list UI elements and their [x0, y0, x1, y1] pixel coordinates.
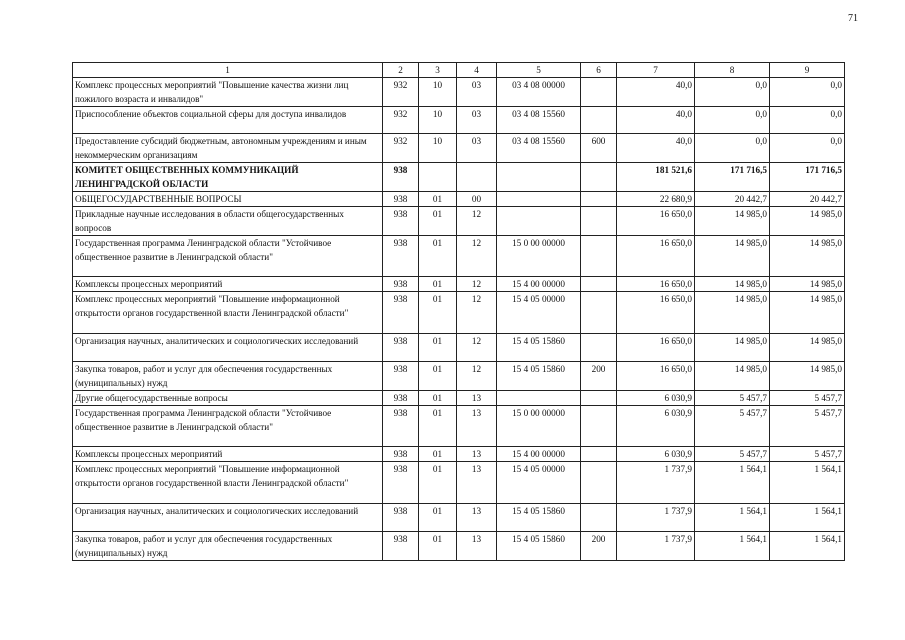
amount-year1-cell: 1 737,9 — [617, 462, 695, 504]
target-article-cell: 15 4 00 00000 — [497, 277, 581, 292]
grbs-code-cell: 938 — [383, 207, 419, 236]
amount-year3-cell: 1 564,1 — [770, 532, 845, 561]
description-cell: КОМИТЕТ ОБЩЕСТВЕННЫХ КОММУНИКАЦИЙ ЛЕНИНГРАДСКОЙ ОБЛАСТИ — [73, 163, 383, 192]
header-cell: 8 — [695, 63, 770, 78]
table-row — [73, 134, 845, 163]
description-cell: Организация научных, аналитических и социологических исследований — [73, 334, 383, 362]
description-cell: Прикладные научные исследования в области общегосударственных вопросов — [73, 207, 383, 236]
section-code-cell: 01 — [419, 362, 457, 391]
subsection-code-cell: 03 — [457, 107, 497, 134]
description-cell: Другие общегосударственные вопросы — [73, 391, 383, 406]
subsection-code-cell: 12 — [457, 362, 497, 391]
table-row — [73, 292, 845, 334]
header-cell: 1 — [73, 63, 383, 78]
amount-year3-cell: 14 985,0 — [770, 362, 845, 391]
amount-year2-cell: 1 564,1 — [695, 462, 770, 504]
amount-year3-cell: 5 457,7 — [770, 406, 845, 447]
subsection-code-cell: 12 — [457, 334, 497, 362]
subsection-code-cell: 03 — [457, 78, 497, 107]
expense-type-cell: 200 — [581, 532, 617, 561]
description-cell: Организация научных, аналитических и социологических исследований — [73, 504, 383, 532]
description-cell: Приспособление объектов социальной сферы для доступа инвалидов — [73, 107, 383, 134]
amount-year2-cell: 20 442,7 — [695, 192, 770, 207]
section-code-cell: 10 — [419, 78, 457, 107]
amount-year2-cell: 5 457,7 — [695, 406, 770, 447]
table-row — [73, 78, 845, 107]
amount-year3-cell: 5 457,7 — [770, 391, 845, 406]
expense-type-cell — [581, 236, 617, 277]
description-cell: Комплекс процессных мероприятий "Повышение информационной открытости органов государственной власти Ленинградской области" — [73, 462, 383, 504]
table-row — [73, 107, 845, 134]
grbs-code-cell: 938 — [383, 277, 419, 292]
column-number-header-row — [73, 63, 845, 78]
amount-year3-cell: 14 985,0 — [770, 334, 845, 362]
amount-year1-cell: 1 737,9 — [617, 504, 695, 532]
budget-table — [72, 62, 845, 561]
amount-year2-cell: 1 564,1 — [695, 532, 770, 561]
amount-year2-cell: 0,0 — [695, 78, 770, 107]
target-article-cell: 03 4 08 15560 — [497, 134, 581, 163]
amount-year1-cell: 16 650,0 — [617, 362, 695, 391]
amount-year3-cell: 0,0 — [770, 134, 845, 163]
amount-year2-cell: 14 985,0 — [695, 334, 770, 362]
amount-year1-cell: 40,0 — [617, 107, 695, 134]
description-cell: Комплексы процессных мероприятий — [73, 447, 383, 462]
grbs-code-cell: 938 — [383, 192, 419, 207]
grbs-code-cell: 938 — [383, 236, 419, 277]
grbs-code-cell: 938 — [383, 292, 419, 334]
expense-type-cell — [581, 447, 617, 462]
section-code-cell: 01 — [419, 462, 457, 504]
section-code-cell — [419, 163, 457, 192]
amount-year2-cell: 14 985,0 — [695, 207, 770, 236]
expense-type-cell — [581, 107, 617, 134]
subsection-code-cell: 13 — [457, 406, 497, 447]
expense-type-cell — [581, 391, 617, 406]
amount-year3-cell: 20 442,7 — [770, 192, 845, 207]
expense-type-cell — [581, 277, 617, 292]
amount-year1-cell: 6 030,9 — [617, 447, 695, 462]
table-row — [73, 391, 845, 406]
header-cell: 3 — [419, 63, 457, 78]
target-article-cell: 03 4 08 15560 — [497, 107, 581, 134]
table-row — [73, 207, 845, 236]
description-cell: ОБЩЕГОСУДАРСТВЕННЫЕ ВОПРОСЫ — [73, 192, 383, 207]
grbs-code-cell: 932 — [383, 134, 419, 163]
subsection-code-cell: 00 — [457, 192, 497, 207]
section-code-cell: 01 — [419, 447, 457, 462]
grbs-code-cell: 932 — [383, 78, 419, 107]
target-article-cell: 15 0 00 00000 — [497, 236, 581, 277]
amount-year3-cell: 171 716,5 — [770, 163, 845, 192]
amount-year1-cell: 1 737,9 — [617, 532, 695, 561]
expense-type-cell — [581, 462, 617, 504]
section-code-cell: 01 — [419, 391, 457, 406]
amount-year3-cell: 1 564,1 — [770, 504, 845, 532]
target-article-cell: 15 4 05 15860 — [497, 504, 581, 532]
amount-year3-cell: 0,0 — [770, 78, 845, 107]
amount-year3-cell: 0,0 — [770, 107, 845, 134]
table-row — [73, 462, 845, 504]
subsection-code-cell: 12 — [457, 236, 497, 277]
grbs-code-cell: 938 — [383, 163, 419, 192]
subsection-code-cell: 12 — [457, 292, 497, 334]
amount-year3-cell: 14 985,0 — [770, 207, 845, 236]
subsection-code-cell: 12 — [457, 207, 497, 236]
table-row — [73, 447, 845, 462]
subsection-code-cell: 13 — [457, 447, 497, 462]
table-row — [73, 192, 845, 207]
expense-type-cell — [581, 504, 617, 532]
section-code-cell: 01 — [419, 334, 457, 362]
table-row — [73, 236, 845, 277]
amount-year1-cell: 16 650,0 — [617, 277, 695, 292]
amount-year1-cell: 16 650,0 — [617, 207, 695, 236]
description-cell: Комплексы процессных мероприятий — [73, 277, 383, 292]
grbs-code-cell: 938 — [383, 504, 419, 532]
section-code-cell: 01 — [419, 236, 457, 277]
amount-year1-cell: 40,0 — [617, 78, 695, 107]
table-row — [73, 362, 845, 391]
target-article-cell: 15 4 05 15860 — [497, 334, 581, 362]
table-row — [73, 163, 845, 192]
description-cell: Комплекс процессных мероприятий "Повышение качества жизни лиц пожилого возраста и инвалидов" — [73, 78, 383, 107]
target-article-cell: 15 4 05 15860 — [497, 362, 581, 391]
amount-year2-cell: 0,0 — [695, 134, 770, 163]
grbs-code-cell: 938 — [383, 334, 419, 362]
grbs-code-cell: 938 — [383, 406, 419, 447]
amount-year1-cell: 6 030,9 — [617, 391, 695, 406]
target-article-cell — [497, 163, 581, 192]
description-cell: Предоставление субсидий бюджетным, автономным учреждениям и иным некоммерческим организациям — [73, 134, 383, 163]
page-number: 71 — [848, 13, 858, 24]
amount-year2-cell: 171 716,5 — [695, 163, 770, 192]
description-cell: Государственная программа Ленинградской области "Устойчивое общественное развитие в Ленинградской области" — [73, 406, 383, 447]
expense-type-cell — [581, 334, 617, 362]
amount-year3-cell: 5 457,7 — [770, 447, 845, 462]
target-article-cell — [497, 207, 581, 236]
header-cell: 4 — [457, 63, 497, 78]
target-article-cell — [497, 391, 581, 406]
amount-year2-cell: 14 985,0 — [695, 362, 770, 391]
expense-type-cell: 200 — [581, 362, 617, 391]
subsection-code-cell: 13 — [457, 462, 497, 504]
section-code-cell: 01 — [419, 292, 457, 334]
expense-type-cell — [581, 207, 617, 236]
amount-year2-cell: 5 457,7 — [695, 447, 770, 462]
amount-year2-cell: 14 985,0 — [695, 277, 770, 292]
header-cell: 6 — [581, 63, 617, 78]
section-code-cell: 01 — [419, 504, 457, 532]
subsection-code-cell: 12 — [457, 277, 497, 292]
amount-year1-cell: 16 650,0 — [617, 292, 695, 334]
expense-type-cell — [581, 406, 617, 447]
subsection-code-cell: 13 — [457, 391, 497, 406]
section-code-cell: 01 — [419, 532, 457, 561]
description-cell: Комплекс процессных мероприятий "Повышение информационной открытости органов государственной власти Ленинградской области" — [73, 292, 383, 334]
amount-year1-cell: 16 650,0 — [617, 334, 695, 362]
subsection-code-cell: 03 — [457, 134, 497, 163]
table-row — [73, 334, 845, 362]
table-row — [73, 504, 845, 532]
amount-year2-cell: 14 985,0 — [695, 236, 770, 277]
grbs-code-cell: 938 — [383, 391, 419, 406]
amount-year1-cell: 40,0 — [617, 134, 695, 163]
amount-year1-cell: 181 521,6 — [617, 163, 695, 192]
section-code-cell: 10 — [419, 134, 457, 163]
table-row — [73, 277, 845, 292]
amount-year2-cell: 5 457,7 — [695, 391, 770, 406]
header-cell: 2 — [383, 63, 419, 78]
amount-year3-cell: 14 985,0 — [770, 236, 845, 277]
target-article-cell: 03 4 08 00000 — [497, 78, 581, 107]
header-cell: 5 — [497, 63, 581, 78]
grbs-code-cell: 932 — [383, 107, 419, 134]
target-article-cell: 15 4 05 15860 — [497, 532, 581, 561]
expense-type-cell — [581, 163, 617, 192]
expense-type-cell — [581, 192, 617, 207]
table-row — [73, 406, 845, 447]
description-cell: Закупка товаров, работ и услуг для обеспечения государственных (муниципальных) нужд — [73, 532, 383, 561]
target-article-cell: 15 4 05 00000 — [497, 292, 581, 334]
amount-year1-cell: 22 680,9 — [617, 192, 695, 207]
amount-year3-cell: 14 985,0 — [770, 277, 845, 292]
header-cell: 7 — [617, 63, 695, 78]
subsection-code-cell: 13 — [457, 504, 497, 532]
amount-year1-cell: 16 650,0 — [617, 236, 695, 277]
section-code-cell: 01 — [419, 192, 457, 207]
table-row — [73, 532, 845, 561]
subsection-code-cell: 13 — [457, 532, 497, 561]
description-cell: Государственная программа Ленинградской области "Устойчивое общественное развитие в Ленинградской области" — [73, 236, 383, 277]
amount-year2-cell: 0,0 — [695, 107, 770, 134]
amount-year2-cell: 1 564,1 — [695, 504, 770, 532]
target-article-cell: 15 4 00 00000 — [497, 447, 581, 462]
expense-type-cell — [581, 78, 617, 107]
grbs-code-cell: 938 — [383, 462, 419, 504]
amount-year3-cell: 1 564,1 — [770, 462, 845, 504]
grbs-code-cell: 938 — [383, 532, 419, 561]
section-code-cell: 01 — [419, 207, 457, 236]
expense-type-cell: 600 — [581, 134, 617, 163]
grbs-code-cell: 938 — [383, 447, 419, 462]
target-article-cell: 15 0 00 00000 — [497, 406, 581, 447]
grbs-code-cell: 938 — [383, 362, 419, 391]
amount-year1-cell: 6 030,9 — [617, 406, 695, 447]
section-code-cell: 01 — [419, 277, 457, 292]
expense-type-cell — [581, 292, 617, 334]
amount-year2-cell: 14 985,0 — [695, 292, 770, 334]
header-cell: 9 — [770, 63, 845, 78]
target-article-cell: 15 4 05 00000 — [497, 462, 581, 504]
section-code-cell: 01 — [419, 406, 457, 447]
description-cell: Закупка товаров, работ и услуг для обеспечения государственных (муниципальных) нужд — [73, 362, 383, 391]
section-code-cell: 10 — [419, 107, 457, 134]
target-article-cell — [497, 192, 581, 207]
amount-year3-cell: 14 985,0 — [770, 292, 845, 334]
subsection-code-cell — [457, 163, 497, 192]
